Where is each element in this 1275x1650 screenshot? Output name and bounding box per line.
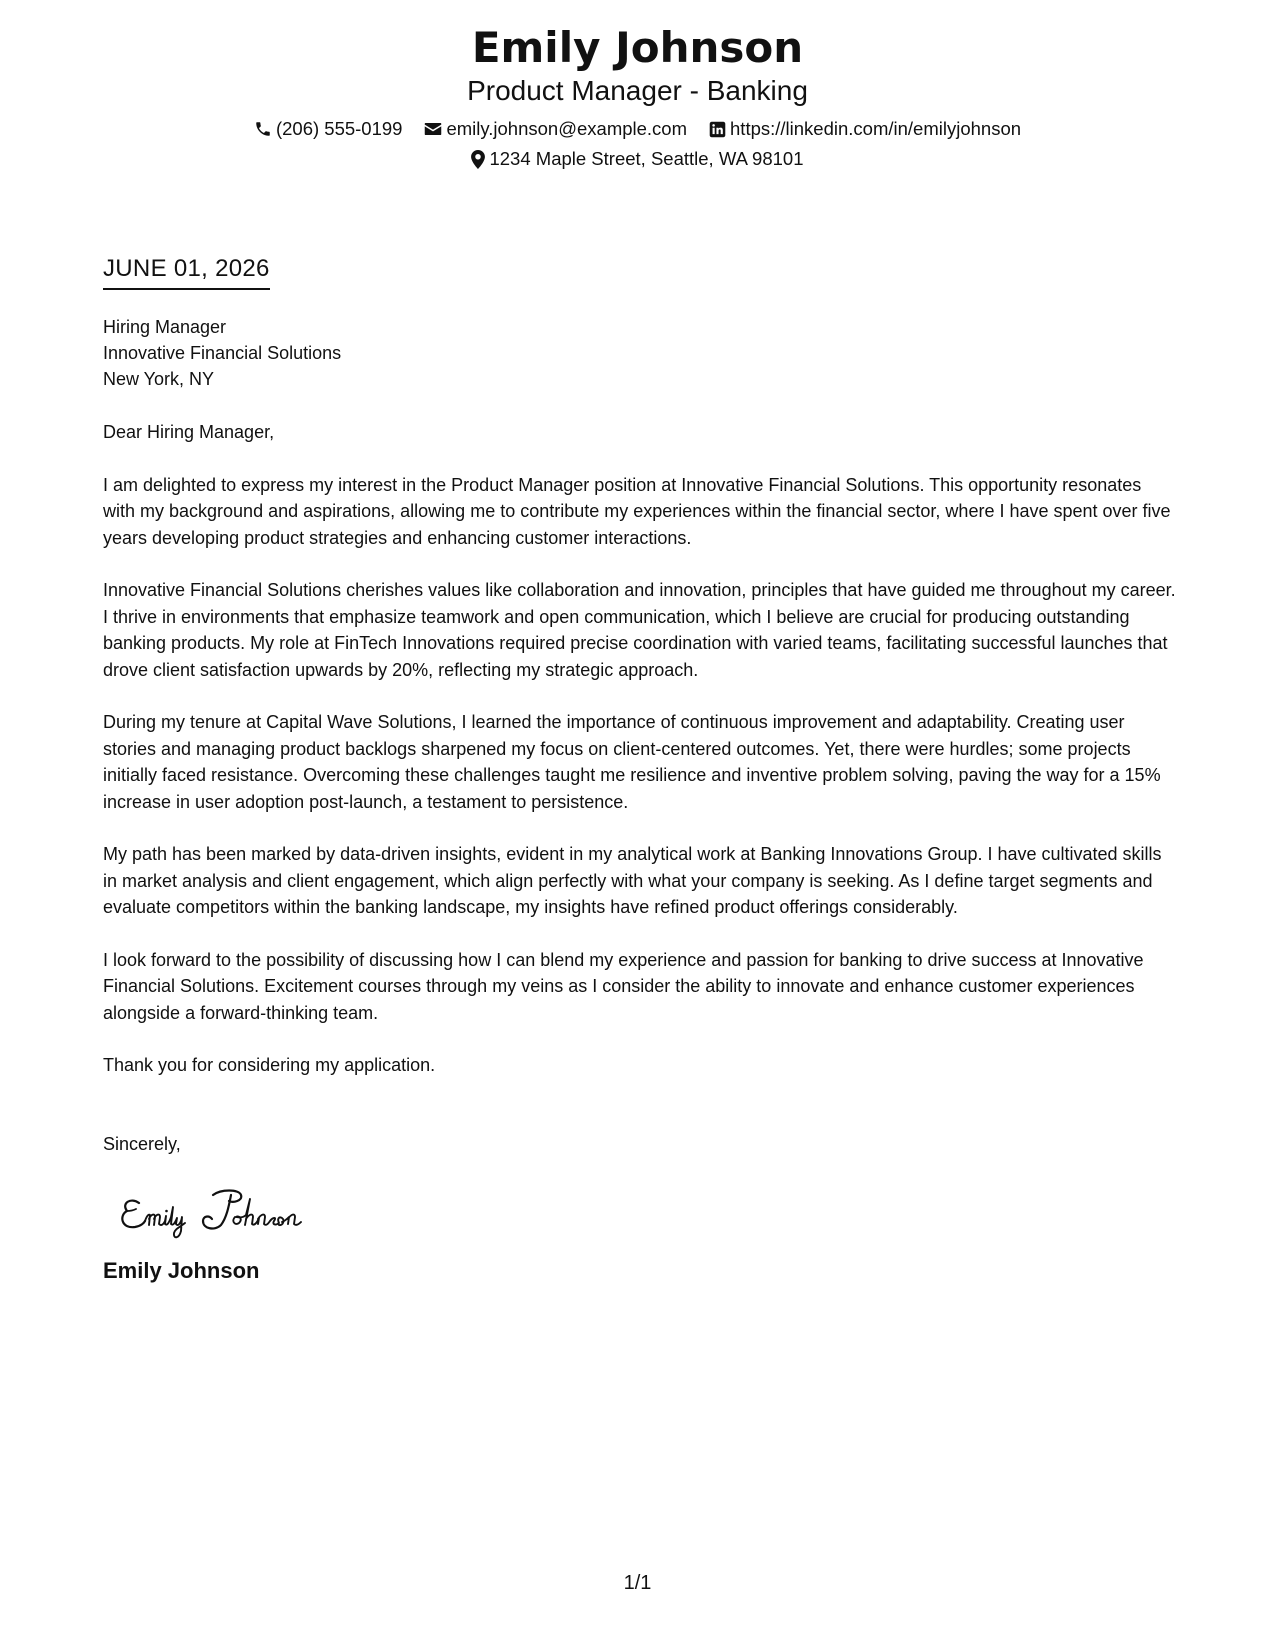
contact-line-address	[0, 144, 1275, 174]
address-contact	[471, 144, 803, 174]
recipient-role: Hiring Manager	[103, 317, 227, 337]
signature-name: Emily Johnson	[103, 1258, 260, 1283]
phone-number: (206) 555-0199	[275, 118, 403, 139]
thanks-line: Thank you for considering my application.	[103, 1055, 436, 1075]
contact-line-primary	[0, 114, 1275, 144]
body-paragraph: My path has been marked by data-driven insights, evident in my analytical work at Banking Innovations Group. I have cultivated skills in market analysis and client engagement, which align perfectly with what your company is seeking. As I define target segments and evaluate competitors within the banking landscape, my insights have refined product offerings considerably.	[103, 844, 1162, 917]
email-contact[interactable]	[424, 114, 687, 144]
salutation: Dear Hiring Manager,	[103, 422, 275, 442]
handwritten-signature	[117, 1181, 357, 1243]
page-number: 1/1	[623, 1572, 652, 1594]
body-paragraph: Innovative Financial Solutions cherishes values like collaboration and innovation, principles that have guided me throughout my career. I thrive in environments that emphasize teamwork and open communication, which I believe are crucial for producing outstanding banking products. My role at FinTech Innovations required precise coordination with varied teams, facilitating successful launches that drove client satisfaction upwards by 20%, reflecting my strategic approach.	[103, 580, 1176, 680]
body-paragraph: I am delighted to express my interest in the Product Manager position at Innovative Financial Solutions. This opportunity resonates with my background and aspirations, allowing me to contribute my experiences within the financial sector, where I have spent over five years developing product strategies and enhancing customer interactions.	[103, 474, 1171, 548]
street-address: 1234 Maple Street, Seattle, WA 98101	[489, 148, 804, 169]
map-marker-icon	[471, 150, 485, 169]
linkedin-contact[interactable]	[709, 114, 1021, 144]
letter-header	[0, 22, 1275, 174]
body-paragraph: During my tenure at Capital Wave Solutions, I learned the importance of continuous improvement and adaptability. Creating user stories and managing product backlogs sharpened my focus on client-centered outcomes. Yet, there were hurdles; some projects initially faced resistance. Overcoming these challenges taught me resilience and inventive problem solving, paving the way for a 15% increase in user adoption post-launch, a testament to persistence.	[103, 712, 1161, 812]
envelope-icon	[424, 121, 442, 137]
letter-date: JUNE 01, 2026	[103, 254, 270, 290]
contact-info	[0, 114, 1275, 174]
email-address[interactable]: emily.johnson@example.com	[446, 118, 688, 139]
linkedin-url[interactable]: https://linkedin.com/in/emilyjohnson	[730, 118, 1022, 139]
recipient-location: New York, NY	[103, 369, 215, 389]
applicant-title: Product Manager - Banking	[467, 75, 808, 106]
body-paragraph: I look forward to the possibility of discussing how I can blend my experience and passion for banking to drive success at Innovative Financial Solutions. Excitement courses through my veins as I consider the ability to innovate and enhance customer experiences alongside a forward-thinking team.	[103, 949, 1144, 1023]
applicant-name: Emily Johnson	[471, 23, 804, 72]
phone-contact	[254, 114, 403, 144]
date-block	[103, 254, 270, 290]
recipient-company: Innovative Financial Solutions	[103, 343, 342, 363]
signature-image	[117, 1181, 1178, 1243]
linkedin-icon	[709, 121, 726, 138]
closing: Sincerely,	[103, 1133, 181, 1154]
phone-icon	[254, 120, 272, 138]
recipient-block	[103, 314, 1178, 392]
letter-body	[103, 314, 1178, 1285]
